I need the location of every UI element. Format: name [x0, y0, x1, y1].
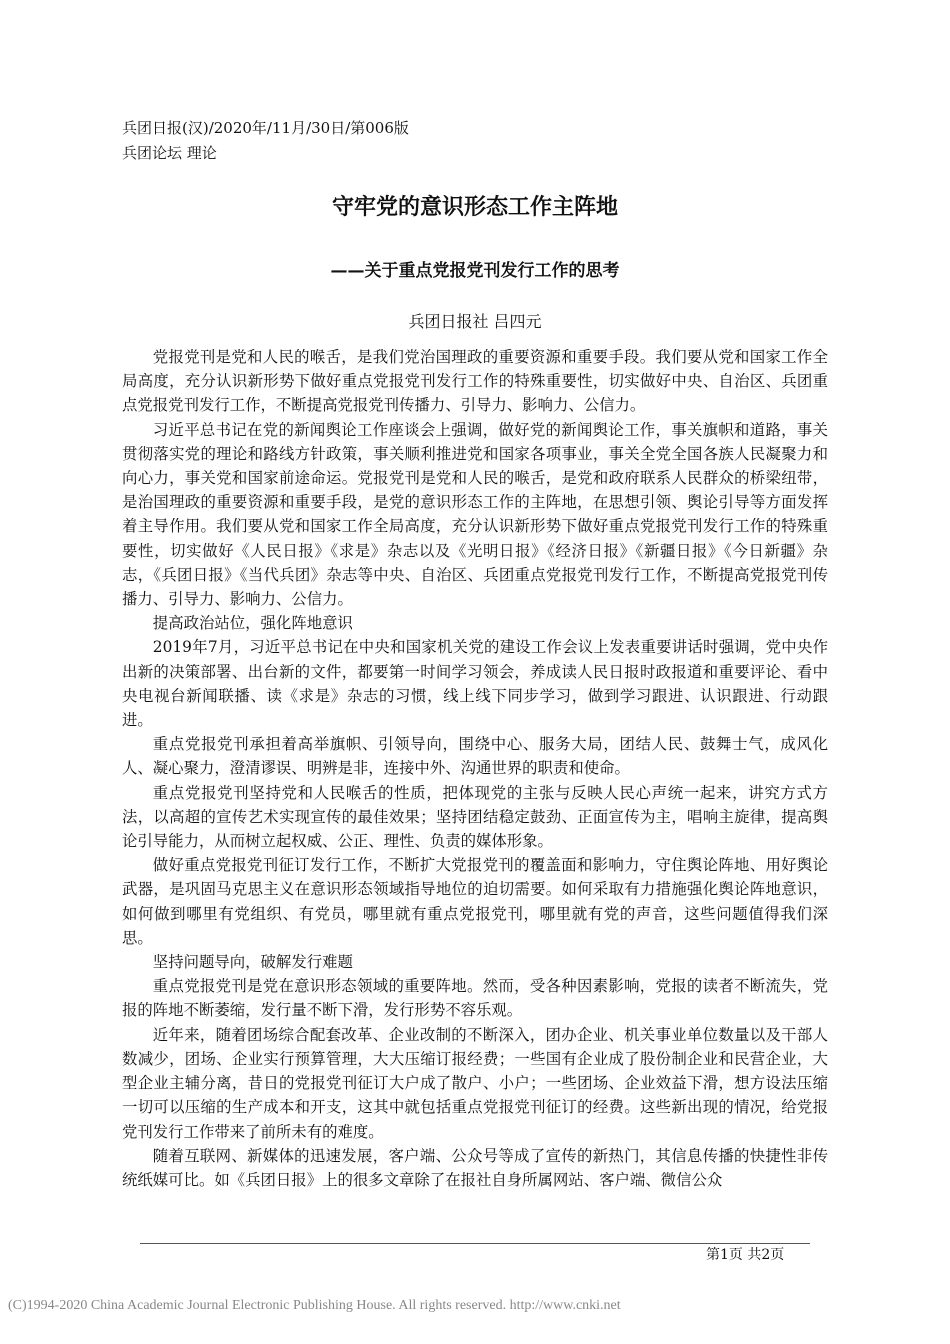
source-line: 兵团日报(汉)/2020年/11月/30日/第006版	[122, 119, 409, 137]
copyright-notice: (C)1994-2020 China Academic Journal Electronic Publishing House. All rights reserved. http://www.cnki.net	[8, 1298, 621, 1313]
article-meta	[122, 116, 409, 166]
article-subtitle: ——关于重点党报党刊发行工作的思考	[330, 261, 620, 281]
paragraph: 2019年7月，习近平总书记在中央和国家机关党的建设工作会议上发表重要讲话时强调，党中央作出新的决策部署、出台新的文件，都要第一时间学习领会，养成读人民日报时政报道和重要评论、看中央电视台新闻联播、读《求是》杂志的习惯，线上线下同步学习，做到学习跟进、认识跟进、行动跟进。	[122, 638, 828, 730]
article-body	[122, 345, 828, 1192]
article-title: 守牢党的意识形态工作主阵地	[331, 195, 618, 220]
paragraph: 党报党刊是党和人民的喉舌，是我们党治国理政的重要资源和重要手段。我们要从党和国家工作全局高度，充分认识新形势下做好重点党报党刊发行工作的特殊重要性，切实做好中央、自治区、兵团重点党报党刊发行工作，不断提高党报党刊传播力、引导力、影响力、公信力。	[122, 348, 828, 415]
section-heading: 提高政治站位，强化阵地意识	[152, 614, 353, 633]
section-heading: 坚持问题导向，破解发行难题	[152, 953, 353, 972]
section-line: 兵团论坛 理论	[122, 144, 217, 162]
page-number: 第1页 共2页	[706, 1247, 785, 1263]
paragraph: 重点党报党刊坚持党和人民喉舌的性质，把体现党的主张与反映人民心声统一起来，讲究方式方法，以高超的宣传艺术实现宣传的最佳效果；坚持团结稳定鼓劲、正面宣传为主，唱响主旋律，提高舆论引导能力，从而树立起权威、公正、理性、负责的媒体形象。	[122, 783, 828, 851]
paragraph: 习近平总书记在党的新闻舆论工作座谈会上强调，做好党的新闻舆论工作，事关旗帜和道路，事关贯彻落实党的理论和路线方针政策，事关顺利推进党和国家各项事业，事关全党全国各族人民凝聚力和向心力，事关党和国家前途命运。党报党刊是党和人民的喉舌，是党和政府联系人民群众的桥梁纽带，是治国理政的重要资源和重要手段，是党的意识形态工作的主阵地，在思想引领、舆论引导等方面发挥着主导作用。我们要从党和国家工作全局高度，充分认识新形势下做好重点党报党刊发行工作的特殊重要性，切实做好《人民日报》《求是》杂志以及《光明日报》《经济日报》《新疆日报》《今日新疆》杂志，《兵团日报》《当代兵团》杂志等中央、自治区、兵团重点党报党刊发行工作，不断提高党报党刊传播力、引导力、影响力、公信力。	[122, 420, 828, 609]
paragraph: 随着互联网、新媒体的迅速发展，客户端、公众号等成了宣传的新热门，其信息传播的快捷性非传统纸媒可比。如《兵团日报》上的很多文章除了在报社自身所属网站、客户端、微信公众	[122, 1146, 828, 1189]
paragraph: 做好重点党报党刊征订发行工作，不断扩大党报党刊的覆盖面和影响力，守住舆论阵地、用好舆论武器，是巩固马克思主义在意识形态领域指导地位的迫切需要。如何采取有力措施强化舆论阵地意识，如何做到哪里有党组织、有党员，哪里就有重点党报党刊，哪里就有党的声音，这些问题值得我们深思。	[122, 856, 828, 947]
article-author: 兵团日报社 吕四元	[408, 312, 542, 331]
paragraph: 近年来，随着团场综合配套改革、企业改制的不断深入，团办企业、机关事业单位数量以及干部人数减少，团场、企业实行预算管理，大大压缩订报经费；一些国有企业成了股份制企业和民营企业，大型企业主辅分离，昔日的党报党刊征订大户成了散户、小户；一些团场、企业效益下滑，想方设法压缩一切可以压缩的生产成本和开支，这其中就包括重点党报党刊征订的经费。这些新出现的情况，给党报党刊发行工作带来了前所未有的难度。	[122, 1025, 828, 1141]
paragraph: 重点党报党刊是党在意识形态领域的重要阵地。然而，受各种因素影响，党报的读者不断流失，党报的阵地不断萎缩，发行量不断下滑，发行形势不容乐观。	[122, 977, 828, 1020]
paragraph: 重点党报党刊承担着高举旗帜、引领导向，围绕中心、服务大局，团结人民、鼓舞士气，成风化人、凝心聚力，澄清谬误、明辨是非，连接中外、沟通世界的职责和使命。	[122, 735, 828, 778]
